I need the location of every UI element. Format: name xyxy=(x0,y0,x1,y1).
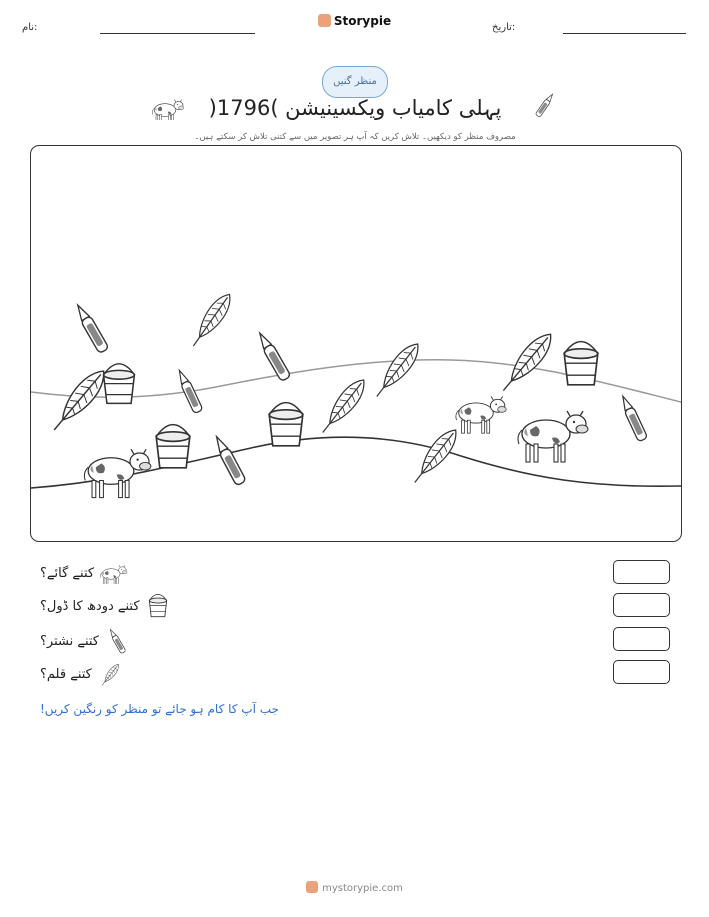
footer xyxy=(0,881,709,894)
question-label: کتنے دودھ کا ڈول؟ xyxy=(40,598,140,614)
cow-1[interactable] xyxy=(84,449,151,497)
bucket-3[interactable] xyxy=(269,403,303,446)
cow-3[interactable] xyxy=(518,411,588,462)
bucket-2[interactable] xyxy=(156,425,190,468)
lancet-1[interactable] xyxy=(73,302,109,353)
question-label: کتنے نشتر؟ xyxy=(40,633,99,649)
page-subtitle: مصروف منظر کو دیکھیں۔ تلاش کریں کہ آپ ہر تصویر میں سے کتنی تلاش کر سکتے ہیں۔ xyxy=(194,132,516,142)
lancet-4[interactable] xyxy=(212,434,247,486)
cow-2[interactable] xyxy=(456,396,506,433)
quill-icon xyxy=(98,660,126,688)
search-scene xyxy=(30,145,682,542)
answer-box-quills[interactable] xyxy=(613,660,670,684)
answer-box-cows[interactable] xyxy=(613,560,670,584)
answer-box-buckets[interactable] xyxy=(613,593,670,617)
date-label: تاریخ: xyxy=(492,22,516,33)
quill-2[interactable] xyxy=(187,290,236,351)
quill-6[interactable] xyxy=(408,425,463,488)
lancet-icon xyxy=(105,627,133,655)
footer-mascot-icon xyxy=(306,881,318,893)
name-line[interactable] xyxy=(100,33,255,34)
brand-mascot-icon xyxy=(318,14,331,27)
question-quills xyxy=(40,661,126,687)
title-lancet-icon xyxy=(532,90,558,120)
question-cows xyxy=(40,560,128,586)
date-line[interactable] xyxy=(563,33,686,34)
count-badge: منظر گنیں xyxy=(322,66,388,98)
question-label: کتنے گائے؟ xyxy=(40,565,95,581)
name-label: نام: xyxy=(22,22,38,33)
brand-text: Storypie xyxy=(333,14,392,28)
quill-1[interactable] xyxy=(46,365,111,437)
bucket-1[interactable] xyxy=(104,364,135,404)
bucket-icon xyxy=(146,594,174,618)
lancet-2[interactable] xyxy=(175,368,203,413)
footer-url: mystorypie.com xyxy=(322,883,403,894)
quill-4[interactable] xyxy=(316,375,371,438)
question-lancets xyxy=(40,628,133,654)
coloring-instruction: جب آپ کا کام ہو جائے تو منظر کو رنگین کریں! xyxy=(40,702,279,716)
cow-icon xyxy=(100,562,128,584)
question-label: کتنے قلم؟ xyxy=(40,666,92,682)
quill-5[interactable] xyxy=(496,328,558,397)
lancet-5[interactable] xyxy=(618,394,647,442)
bucket-4[interactable] xyxy=(564,342,598,385)
lancet-3[interactable] xyxy=(255,330,291,381)
brand-logo xyxy=(0,14,709,28)
answer-box-lancets[interactable] xyxy=(613,627,670,651)
question-buckets xyxy=(40,593,174,619)
quill-3[interactable] xyxy=(370,339,425,402)
page-title: پہلی کامیاب ویکسینیشن )1796( xyxy=(208,96,502,120)
